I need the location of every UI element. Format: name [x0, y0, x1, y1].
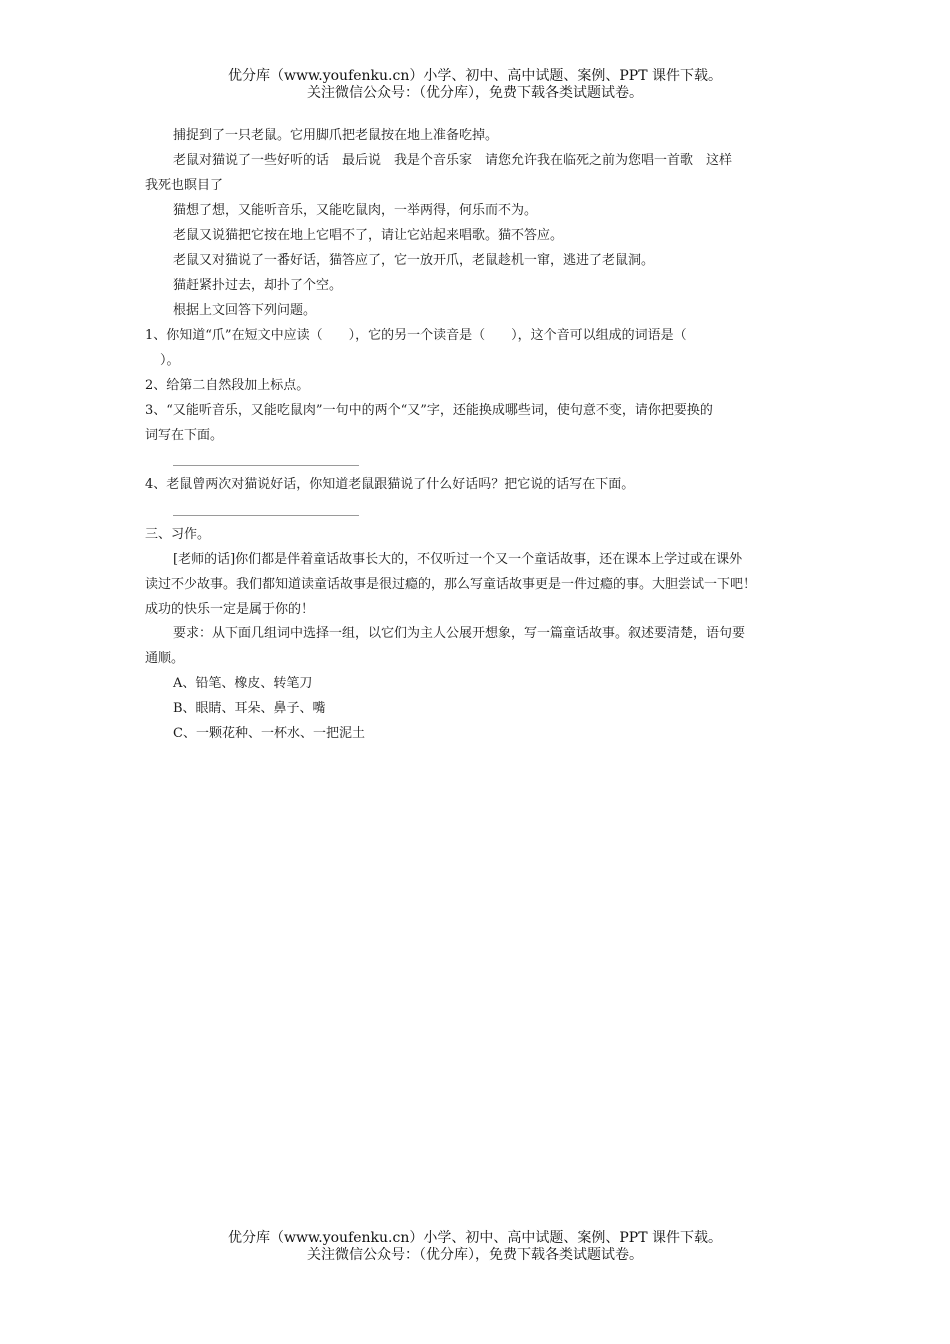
story-paragraph-2: 老鼠对猫说了一些好听的话 最后说 我是个音乐家 请您允许我在临死之前为您唱一首歌 这样 — [173, 153, 733, 168]
teacher-words-cont-2: 成功的快乐一定是属于你的！ — [145, 602, 315, 617]
teacher-words: [老师的话]你们都是伴着童话故事长大的，不仅听过一个又一个童话故事，还在课本上学过或在课外 — [173, 552, 743, 567]
story-instruction: 根据上文回答下列问题。 — [173, 303, 317, 318]
question-1-cont: ）。 — [160, 353, 180, 368]
footer-line-1: 优分库（www.youfenku.cn）小学、初中、高中试题、案例、PPT 课件下载。 — [227, 1230, 722, 1246]
story-paragraph-3: 猫想了想，又能听音乐，又能吃鼠肉，一举两得，何乐而不为。 — [173, 203, 538, 218]
page-header — [0, 68, 950, 102]
header-line-2: 关注微信公众号：（优分库），免费下载各类试题试卷。 — [307, 85, 643, 101]
answer-line-3 — [173, 465, 359, 466]
composition-title: 三、习作。 — [145, 527, 211, 542]
story-paragraph-6: 猫赶紧扑过去，却扑了个空。 — [173, 278, 343, 293]
story-paragraph-2-cont: 我死也瞑目了 — [145, 178, 224, 193]
answer-line-4 — [173, 515, 359, 516]
page-footer — [0, 1230, 950, 1264]
requirement-cont: 通顺。 — [145, 651, 185, 666]
requirement: 要求：从下面几组词中选择一组，以它们为主人公展开想象，写一篇童话故事。叙述要清楚，语句要 — [173, 626, 746, 641]
story-paragraph-5: 老鼠又对猫说了一番好话，猫答应了，它一放开爪，老鼠趁机一窜，逃进了老鼠洞。 — [173, 253, 655, 268]
question-3: 3、“又能听音乐，又能吃鼠肉”一句中的两个“又”字，还能换成哪些词，使句意不变，请你把要换的 — [145, 403, 713, 418]
story-paragraph-4: 老鼠又说猫把它按在地上它唱不了，请让它站起来唱歌。猫不答应。 — [173, 228, 564, 243]
question-3-cont: 词写在下面。 — [145, 428, 224, 443]
question-2: 2、给第二自然段加上标点。 — [145, 378, 310, 393]
question-1: 1、你知道“爪”在短文中应读（ ），它的另一个读音是（ ），这个音可以组成的词语是（ — [145, 328, 687, 343]
option-b: B、眼睛、耳朵、鼻子、嘴 — [173, 701, 326, 716]
story-paragraph-1: 捕捉到了一只老鼠。它用脚爪把老鼠按在地上准备吃掉。 — [173, 128, 499, 143]
option-a: A、铅笔、橡皮、转笔刀 — [173, 676, 313, 691]
header-line-1: 优分库（www.youfenku.cn）小学、初中、高中试题、案例、PPT 课件下载。 — [227, 68, 722, 84]
teacher-words-cont-1: 读过不少故事。我们都知道读童话故事是很过瘾的，那么写童话故事更是一件过瘾的事。大胆尝试一下吧！ — [145, 577, 757, 592]
question-4: 4、老鼠曾两次对猫说好话，你知道老鼠跟猫说了什么好话吗？把它说的话写在下面。 — [145, 477, 635, 492]
footer-line-2: 关注微信公众号：（优分库），免费下载各类试题试卷。 — [307, 1247, 643, 1263]
option-c: C、一颗花种、一杯水、一把泥土 — [173, 726, 365, 741]
